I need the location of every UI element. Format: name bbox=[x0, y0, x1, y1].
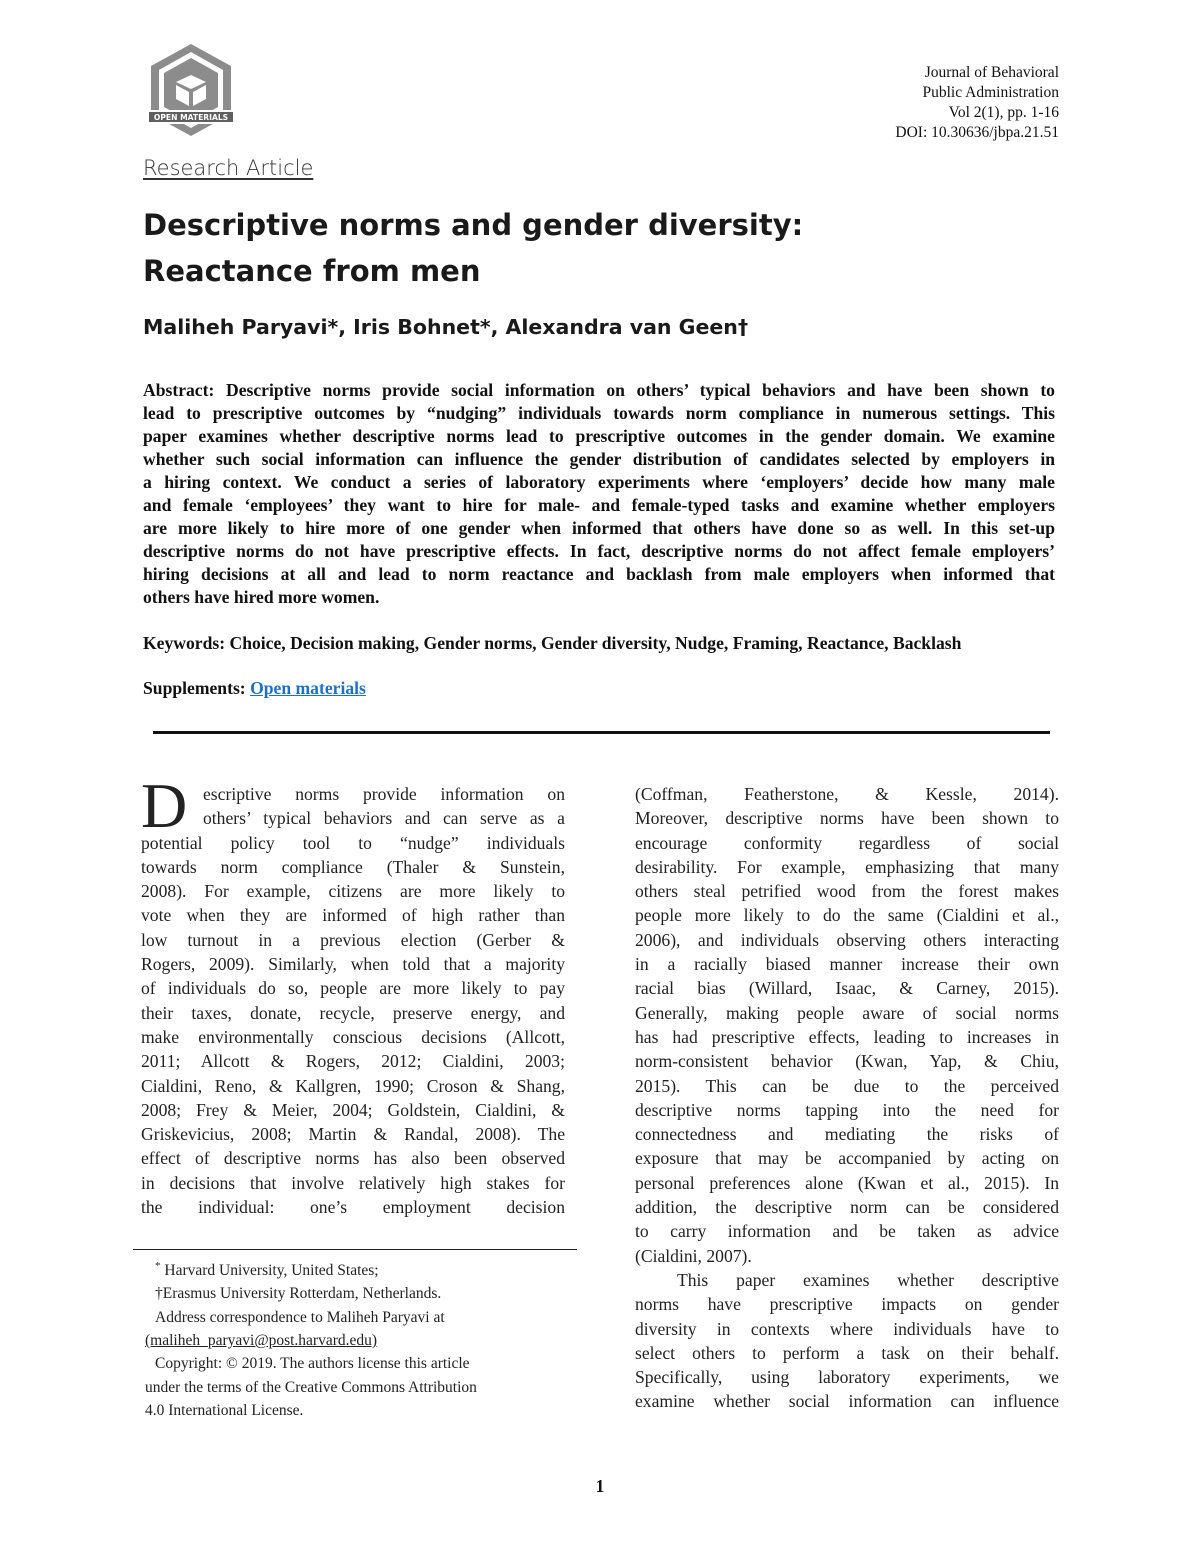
body-line: select others to perform a task on their behalf. bbox=[635, 1342, 1059, 1363]
body-line: escriptive norms provide information on bbox=[203, 784, 565, 804]
supplements bbox=[143, 678, 366, 699]
body-line: diversity in contexts where individuals have to bbox=[635, 1318, 1059, 1339]
body-line: 2011; Allcott & Rogers, 2012; Cialdini, 2003; bbox=[141, 1051, 565, 1072]
keywords: Keywords: Choice, Decision making, Gender norms, Gender diversity, Nudge, Framing, Reactance, Backlash bbox=[143, 633, 962, 653]
abstract-line: paper examines whether descriptive norms lead to prescriptive outcomes in the gender domain. We examine bbox=[143, 426, 1055, 446]
abstract-line: a hiring context. We conduct a series of laboratory experiments where ‘employers’ decide how many male bbox=[143, 472, 1055, 492]
body-line: personal preferences alone (Kwan et al., 2015). In bbox=[635, 1172, 1059, 1193]
journal-name-line-1: Journal of Behavioral bbox=[924, 64, 1059, 81]
body-line: addition, the descriptive norm can be considered bbox=[635, 1197, 1059, 1218]
body-line: norm-consistent behavior (Kwan, Yap, & Chiu, bbox=[635, 1051, 1059, 1072]
body-line: encourage conformity regardless of social bbox=[635, 832, 1059, 853]
body-line: vote when they are informed of high rather than bbox=[141, 905, 565, 926]
body-line: connectedness and mediating the risks of bbox=[635, 1124, 1059, 1145]
body-line: desirability. For example, emphasizing that many bbox=[635, 856, 1059, 877]
article-type: Research Article bbox=[143, 156, 314, 180]
footnote-line: 4.0 International License. bbox=[145, 1401, 304, 1419]
journal-info bbox=[895, 63, 1059, 143]
body-line: 2008; Frey & Meier, 2004; Goldstein, Cialdini, & bbox=[141, 1099, 565, 1120]
body-line: This paper examines whether descriptive bbox=[677, 1269, 1059, 1290]
badge-label: OPEN MATERIALS bbox=[153, 113, 229, 123]
body-line: people more likely to do the same (Cialdini et al., bbox=[635, 905, 1059, 926]
footnote-rule bbox=[133, 1249, 577, 1250]
footnote-line bbox=[145, 1329, 575, 1352]
body-line: make environmentally conscious decisions (Allcott, bbox=[141, 1026, 565, 1047]
body-line: towards norm compliance (Thaler & Sunstein, bbox=[141, 856, 565, 877]
body-line: their taxes, donate, recycle, preserve energy, and bbox=[141, 1002, 565, 1023]
body-line: (Cialdini, 2007). bbox=[635, 1245, 752, 1266]
body-line: Rogers, 2009). Similarly, when told that a majority bbox=[141, 954, 565, 975]
body-line: the individual: one’s employment decision bbox=[141, 1197, 565, 1218]
body-line: in a racially biased manner increase their own bbox=[635, 954, 1059, 975]
body-line: potential policy tool to “nudge” individuals bbox=[141, 832, 565, 853]
body-line: 2015). This can be due to the perceived bbox=[635, 1075, 1059, 1096]
body-line: examine whether social information can influence bbox=[635, 1391, 1059, 1412]
footnote-line: Copyright: © 2019. The authors license this article bbox=[155, 1355, 470, 1373]
section-divider bbox=[153, 731, 1050, 734]
page-title bbox=[143, 202, 1043, 294]
abstract-line: others have hired more women. bbox=[143, 587, 380, 607]
abstract bbox=[143, 379, 1055, 609]
title-line: Reactance from men bbox=[143, 254, 481, 288]
body-line: exposure that may be accompanied by acting on bbox=[635, 1148, 1059, 1169]
abstract-line: descriptive norms do not have prescriptive effects. In fact, descriptive norms do not affect female employers’ bbox=[143, 541, 1055, 561]
footnote-line: Address correspondence to Maliheh Paryavi at bbox=[155, 1308, 445, 1326]
journal-volume: Vol 2(1), pp. 1-16 bbox=[948, 104, 1059, 121]
body-line: others’ typical behaviors and can serve as a bbox=[203, 808, 565, 829]
title-line: Descriptive norms and gender diversity: bbox=[143, 208, 804, 242]
supplements-label: Supplements: bbox=[143, 678, 246, 698]
body-line: (Coffman, Featherstone, & Kessle, 2014). bbox=[635, 784, 1059, 804]
body-line: Specifically, using laboratory experiments, we bbox=[635, 1367, 1059, 1388]
abstract-line: whether such social information can influence the gender distribution of candidates selected by employers in bbox=[143, 449, 1055, 469]
footnote-mark: * bbox=[155, 1260, 161, 1272]
body-line: racial bias (Willard, Isaac, & Carney, 2015). bbox=[635, 978, 1059, 999]
body-line: others steal petrified wood from the forest makes bbox=[635, 881, 1059, 902]
body-column-left bbox=[141, 782, 565, 1219]
abstract-line: lead to prescriptive outcomes by “nudging” individuals towards norm compliance in numerous settings. This bbox=[143, 403, 1055, 423]
footnote-line: under the terms of the Creative Commons Attribution bbox=[145, 1378, 477, 1396]
journal-name-line-2: Public Administration bbox=[922, 84, 1059, 101]
abstract-line: are more likely to hire more of one gender when informed that others have done so as well. In this set-up bbox=[143, 518, 1055, 538]
footnote-line: †Erasmus University Rotterdam, Netherlands. bbox=[155, 1285, 442, 1303]
body-line: Griskevicius, 2008; Martin & Randal, 2008). The bbox=[141, 1124, 565, 1145]
body-line: to carry information and be taken as advice bbox=[635, 1221, 1059, 1242]
abstract-line: hiring decisions at all and lead to norm reactance and backlash from male employers when informed that bbox=[143, 564, 1055, 584]
body-line: of individuals do so, people are more likely to pay bbox=[141, 978, 565, 999]
body-line: norms have prescriptive impacts on gender bbox=[635, 1294, 1059, 1315]
email-link[interactable]: (maliheh_paryavi@post.harvard.edu) bbox=[145, 1332, 378, 1350]
body-line: descriptive norms tapping into the need for bbox=[635, 1099, 1059, 1120]
abstract-label: Abstract: bbox=[143, 380, 215, 400]
body-line: Cialdini, Reno, & Kallgren, 1990; Croson & Shang, bbox=[141, 1075, 565, 1096]
footnotes bbox=[145, 1255, 575, 1422]
body-line: in decisions that involve relatively high stakes for bbox=[141, 1172, 565, 1193]
body-line: low turnout in a previous election (Gerber & bbox=[141, 929, 565, 950]
footnote-line: * Harvard University, United States; bbox=[155, 1260, 379, 1280]
abstract-line: Abstract: Descriptive norms provide social information on others’ typical behaviors and have been shown to bbox=[143, 380, 1055, 400]
abstract-line: and female ‘employees’ they want to hire for male- and female-typed tasks and examine whether employers bbox=[143, 495, 1055, 515]
body-line: has had prescriptive effects, leading to increases in bbox=[635, 1026, 1059, 1047]
body-line: Moreover, descriptive norms have been shown to bbox=[635, 808, 1059, 829]
drop-cap: D bbox=[141, 770, 188, 841]
body-line: effect of descriptive norms has also been observed bbox=[141, 1148, 565, 1169]
body-line: 2006), and individuals observing others interacting bbox=[635, 929, 1059, 950]
body-column-right bbox=[635, 782, 1059, 1414]
author-list: Maliheh Paryavi*, Iris Bohnet*, Alexandra van Geen† bbox=[143, 315, 749, 339]
open-materials-badge bbox=[143, 42, 239, 138]
journal-doi: DOI: 10.30636/jbpa.21.51 bbox=[895, 124, 1059, 141]
page-number: 1 bbox=[595, 1476, 605, 1496]
body-line: 2008). For example, citizens are more likely to bbox=[141, 881, 565, 902]
body-line: Generally, making people aware of social norms bbox=[635, 1002, 1059, 1023]
open-materials-link[interactable]: Open materials bbox=[250, 678, 366, 698]
